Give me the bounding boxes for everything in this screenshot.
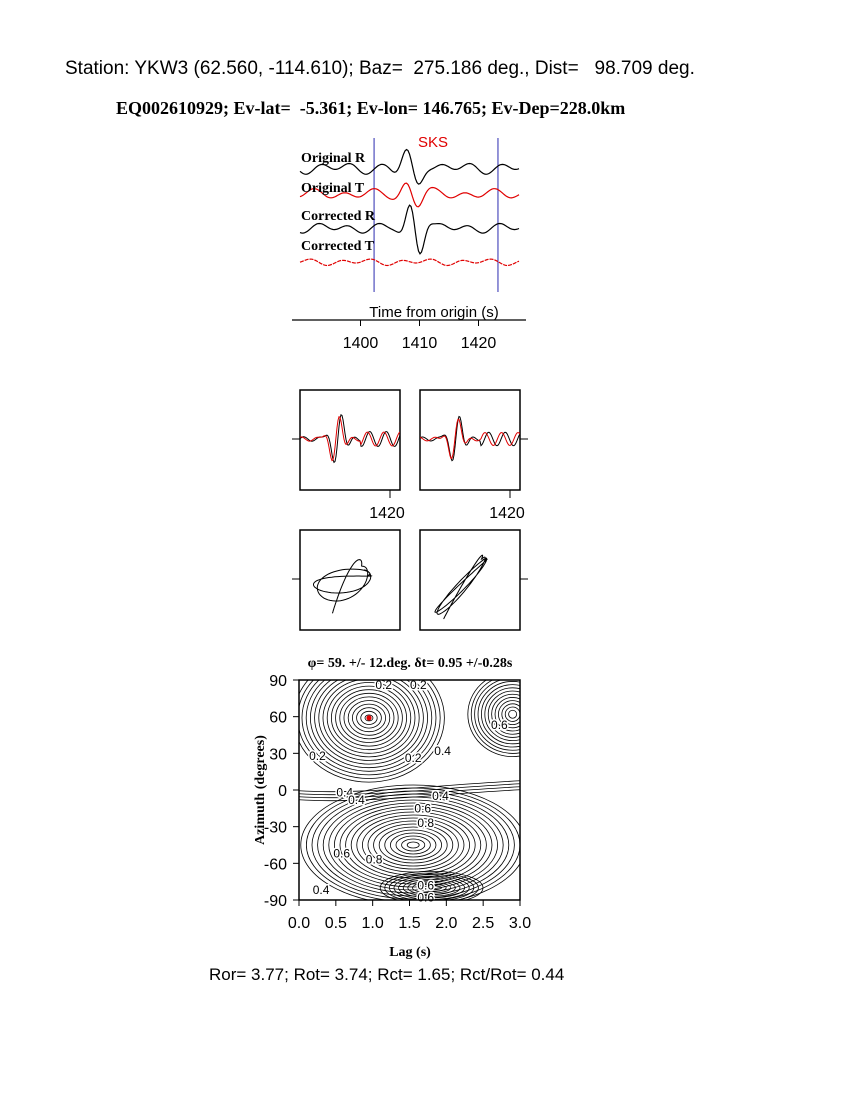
- contour-label: 0.4: [432, 789, 449, 804]
- contour-label: 0.8: [365, 852, 383, 867]
- y-tick-label: -30: [263, 819, 287, 837]
- contour-label: 0.4: [312, 883, 330, 898]
- particle-motion-frame-left: [300, 530, 400, 630]
- contour-band: [299, 781, 520, 792]
- y-tick-label: -60: [263, 856, 287, 874]
- time-tick-label-1400: 1400: [342, 335, 379, 352]
- waveform-left-tick-label: 1420: [369, 505, 405, 522]
- contour-label: 0.6: [417, 878, 435, 893]
- contour-label: 0.6: [333, 846, 351, 861]
- contour-plot: [253, 654, 557, 960]
- contour-ring: [312, 791, 514, 899]
- contour-ring: [390, 833, 436, 857]
- x-tick-label: 0.5: [324, 915, 347, 932]
- splitting-ratios: Ror= 3.77; Rot= 3.74; Rct= 1.65; Rct/Rot= 0.44: [209, 965, 565, 984]
- station-header: Station: YKW3 (62.560, -114.610); Baz= 275.186 deg., Dist= 98.709 deg.: [65, 58, 695, 79]
- contour-ring: [475, 678, 551, 750]
- contour-label: 0.4: [348, 792, 365, 807]
- waveform-panel-left: [292, 390, 405, 522]
- y-tick-label: 90: [269, 673, 287, 690]
- contour-ring: [351, 812, 475, 878]
- contour-ring: [385, 830, 442, 860]
- contour-label: 0.2: [404, 751, 422, 766]
- particle-motion-corrected: [435, 555, 487, 619]
- contour-label: 0.6: [491, 718, 508, 733]
- contour-ring: [323, 797, 503, 893]
- time-tick-label-1410: 1410: [401, 335, 438, 352]
- contour-x-axis-label: Lag (s): [389, 945, 431, 960]
- contour-label: 0.2: [375, 677, 393, 692]
- phase-label: SKS: [417, 134, 449, 151]
- waveform-panel-right: [420, 390, 528, 522]
- contour-ring: [329, 800, 498, 893]
- y-tick-label: -90: [263, 893, 287, 910]
- contour-label: 0.8: [417, 816, 435, 830]
- x-tick-label: 0.0: [287, 915, 311, 932]
- contour-ring: [485, 688, 541, 741]
- waveform-right-tick-label: 1420: [489, 505, 525, 522]
- trace-corrected-t: [300, 259, 519, 265]
- particle-motion-panel-left: [292, 530, 400, 630]
- contour-ring: [402, 839, 425, 851]
- seismogram-panel: [292, 134, 526, 352]
- trace-label-corrected-t: Corrected T: [301, 239, 374, 254]
- contour-ring: [407, 842, 419, 848]
- x-tick-label: 1.0: [361, 915, 384, 932]
- x-tick-label: 2.5: [472, 915, 495, 932]
- trace-label-corrected-r: Corrected R: [301, 209, 375, 224]
- contour-ring: [346, 809, 481, 881]
- x-tick-label: 3.0: [508, 915, 532, 932]
- time-axis-label: Time from origin (s): [369, 304, 499, 321]
- time-tick-label-1420: 1420: [460, 335, 497, 352]
- y-tick-label: 30: [269, 746, 287, 764]
- particle-motion-panel-right: [420, 530, 528, 630]
- contour-ring: [509, 710, 517, 718]
- trace-label-original-t: Original T: [301, 181, 365, 196]
- y-tick-label: 60: [269, 709, 287, 727]
- contour-ring: [306, 788, 520, 902]
- contour-label: 0.4: [336, 785, 354, 800]
- waveform-left-transverse: [300, 417, 400, 461]
- contour-label: 0.2: [409, 677, 427, 692]
- trace-label-original-r: Original R: [301, 151, 366, 166]
- contour-y-axis-label: Azimuth (degrees): [253, 735, 268, 845]
- particle-motion-frame-right: [420, 530, 520, 630]
- contour-label: 0.6: [417, 890, 435, 905]
- x-tick-label: 2.0: [435, 915, 458, 932]
- best-fit-marker: [366, 715, 371, 720]
- contour-label: 0.4: [434, 743, 451, 758]
- particle-motion-original: [314, 560, 372, 614]
- contour-title: φ= 59. +/- 12.deg. δt= 0.95 +/-0.28s: [307, 656, 513, 671]
- contour-ring: [481, 685, 543, 744]
- contour-x-tick-labels: [288, 915, 531, 932]
- contour-ring: [471, 675, 554, 753]
- x-tick-label: 1.5: [398, 915, 421, 932]
- contour-ring: [379, 827, 447, 863]
- event-header: EQ002610929; Ev-lat= -5.361; Ev-lon= 146.765; Ev-Dep=228.0km: [116, 98, 626, 118]
- y-tick-label: 0: [278, 783, 287, 800]
- contour-label: 0.2: [309, 748, 326, 763]
- contour-label: 0.6: [414, 801, 432, 816]
